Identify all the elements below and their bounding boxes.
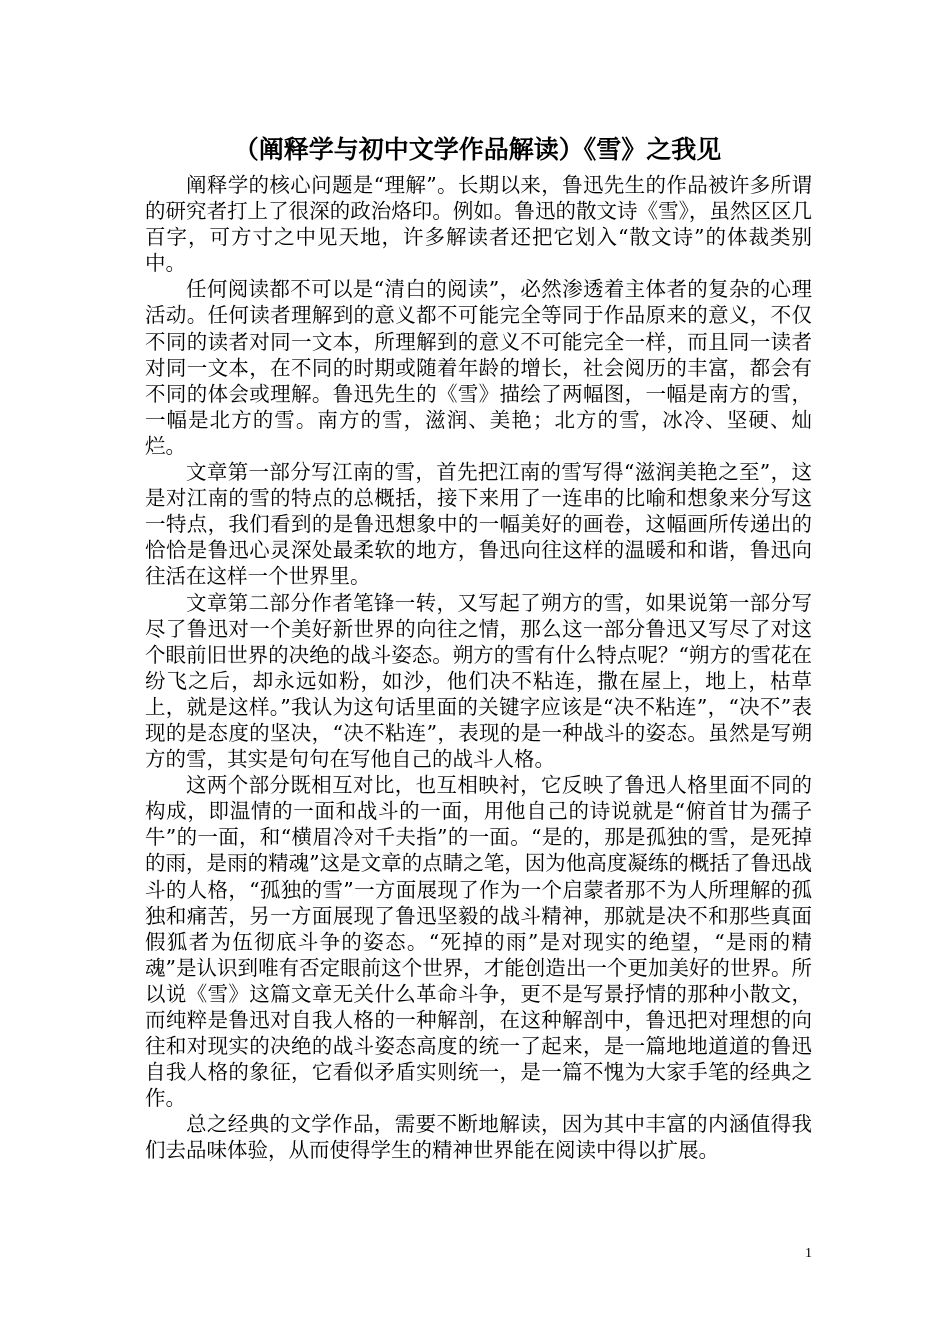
paragraph-1: 阐释学的核心问题是“理解”。长期以来，鲁迅先生的作品被许多所谓的研究者打上了很深的政治烙印。例如。鲁迅的散文诗《雪》，虽然区区几百字，可方寸之中见天地，许多解读者还把它划入“散文诗”的体裁类别中。 — [145, 173, 812, 276]
paragraph-3: 文章第一部分写江南的雪，首先把江南的雪写得“滋润美艳之至”，这是对江南的雪的特点的总概括，接下来用了一连串的比喻和想象来分写这一特点，我们看到的是鲁迅想象中的一幅美好的画卷，这幅画所传递出的恰恰是鲁迅心灵深处最柔软的地方，鲁迅向往这样的温暖和和谐，鲁迅向往活在这样一个世界里。 — [145, 460, 812, 589]
paragraph-5: 这两个部分既相互对比，也互相映衬，它反映了鲁迅人格里面不同的构成，即温情的一面和战斗的一面，用他自己的诗说就是“俯首甘为孺子牛”的一面，和“横眉冷对千夫指”的一面。“是的，那是孤独的雪，是死掉的雨，是雨的精魂”这是文章的点睛之笔，因为他高度凝练的概括了鲁迅战斗的人格，“孤独的雪”一方面展现了作为一个启蒙者那不为人所理解的孤独和痛苦，另一方面展现了鲁迅坚毅的战斗精神，那就是决不和那些真面假狐者为伍彻底斗争的姿态。“死掉的雨”是对现实的绝望，“是雨的精魂”是认识到唯有否定眼前这个世界，才能创造出一个更加美好的世界。所以说《雪》这篇文章无关什么革命斗争，更不是写景抒情的那种小散文，而纯粹是鲁迅对自我人格的一种解剖，在这种解剖中，鲁迅把对理想的向往和对现实的决绝的战斗姿态高度的统一了起来，是一篇地地道道的鲁迅自我人格的象征，它看似矛盾实则统一，是一篇不愧为大家手笔的经典之作。 — [145, 773, 812, 1111]
document-title: （阐释学与初中文学作品解读）《雪》之我见 — [233, 135, 722, 164]
paragraph-2: 任何阅读都不可以是“清白的阅读”，必然渗透着主体者的复杂的心理活动。任何读者理解到的意义都不可能完全等同于作品原来的意义，不仅不同的读者对同一文本，所理解到的意义不可能完全一样，而且同一读者对同一文本，在不同的时期或随着年龄的增长，社会阅历的丰富，都会有不同的体会或理解。鲁迅先生的《雪》描绘了两幅图，一幅是南方的雪，一幅是北方的雪。南方的雪，滋润、美艳；北方的雪，冰冷、坚硬、灿烂。 — [145, 277, 812, 458]
paragraph-6: 总之经典的文学作品，需要不断地解读，因为其中丰富的内涵值得我们去品味体验，从而使得学生的精神世界能在阅读中得以扩展。 — [145, 1112, 812, 1163]
page-number: 1 — [805, 1246, 812, 1261]
document-body — [145, 172, 812, 1164]
paragraph-4: 文章第二部分作者笔锋一转，又写起了朔方的雪，如果说第一部分写尽了鲁迅对一个美好新世界的向往之情，那么这一部分鲁迅又写尽了对这个眼前旧世界的决绝的战斗姿态。朔方的雪有什么特点呢？“朔方的雪花在纷飞之后，却永远如粉，如沙，他们决不粘连，撒在屋上，地上，枯草上，就是这样。”我认为这句话里面的关键字应该是“决不粘连”，“决不”表现的是态度的坚决，“决不粘连”，表现的是一种战斗的姿态。虽然是写朔方的雪，其实是句句在写他自己的战斗人格。 — [145, 590, 812, 772]
